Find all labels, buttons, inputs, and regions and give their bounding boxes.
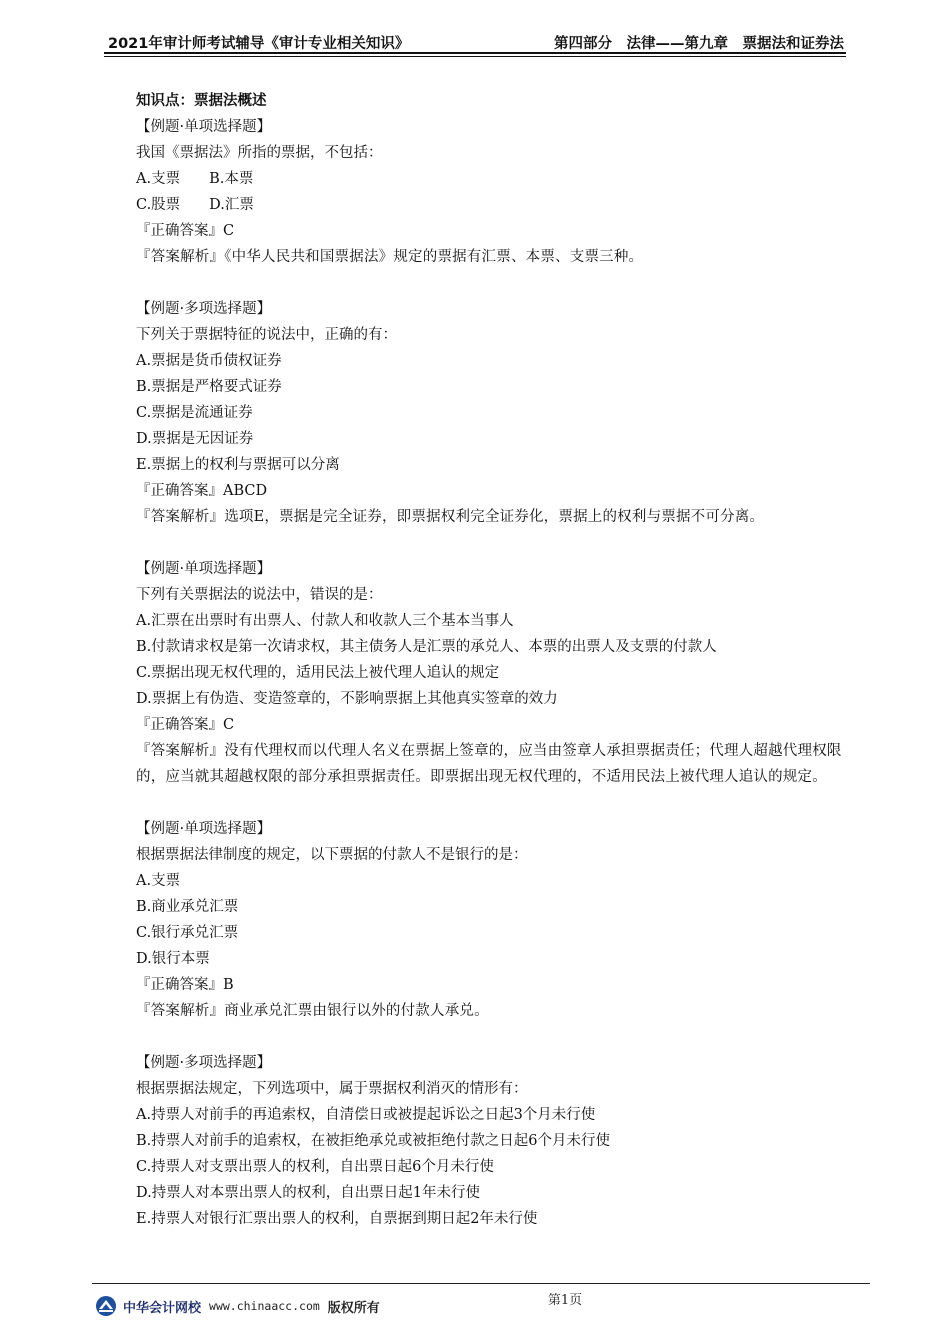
question-option: D.银行本票 — [136, 951, 210, 967]
question-5 — [136, 1050, 852, 1232]
question-stem: 下列关于票据特征的说法中，正确的有： — [136, 327, 397, 343]
question-option: B.持票人对前手的追索权，在被拒绝承兑或被拒绝付款之日起6个月未行使 — [136, 1133, 610, 1149]
question-option: D.票据是无因证券 — [136, 431, 254, 447]
correct-answer: 『正确答案』B — [136, 977, 234, 993]
header-rule-thin — [104, 56, 846, 57]
question-option: D.票据上有伪造、变造签章的，不影响票据上其他真实签章的效力 — [136, 691, 558, 707]
question-option: C.票据是流通证券 — [136, 405, 253, 421]
question-4 — [136, 816, 852, 1024]
question-type: 【例题·多项选择题】 — [136, 1055, 272, 1071]
answer-analysis: 『答案解析』《中华人民共和国票据法》规定的票据有汇票、本票、支票三种。 — [136, 249, 644, 265]
footer-brand — [95, 1294, 380, 1318]
question-option: A.支票 — [136, 873, 181, 889]
question-option: C.股票 D.汇票 — [136, 197, 254, 213]
question-option: C.持票人对支票出票人的权利，自出票日起6个月未行使 — [136, 1159, 494, 1175]
question-option: C.银行承兑汇票 — [136, 925, 239, 941]
document-body — [136, 88, 852, 1232]
footer-rule — [92, 1283, 870, 1284]
question-option: B.票据是严格要式证券 — [136, 379, 282, 395]
answer-analysis: 『答案解析』没有代理权而以代理人名义在票据上签章的，应当由签章人承担票据责任；代理人超越代理权限的，应当就其超越权限的部分承担票据责任。即票据出现无权代理的，不适用民法上被代理人追认的规定。 — [136, 743, 842, 785]
question-option: D.持票人对本票出票人的权利，自出票日起1年未行使 — [136, 1185, 480, 1201]
question-option: C.票据出现无权代理的，适用民法上被代理人追认的规定 — [136, 665, 500, 681]
page-header — [108, 28, 844, 54]
header-chapter-title: 第四部分 法律——第九章 票据法和证券法 — [554, 36, 844, 52]
question-stem: 我国《票据法》所指的票据，不包括： — [136, 145, 383, 161]
page-number: 第1页 — [547, 1293, 583, 1308]
question-type: 【例题·单项选择题】 — [136, 821, 272, 837]
question-stem: 下列有关票据法的说法中，错误的是： — [136, 587, 383, 603]
question-stem: 根据票据法规定，下列选项中，属于票据权利消灭的情形有： — [136, 1081, 528, 1097]
question-option: A.支票 B.本票 — [136, 171, 254, 187]
brand-url[interactable]: www.chinaacc.com — [209, 1299, 320, 1313]
chinaacc-logo-icon — [95, 1295, 117, 1317]
question-type: 【例题·单项选择题】 — [136, 119, 272, 135]
answer-analysis: 『答案解析』选项E，票据是完全证券，即票据权利完全证券化，票据上的权利与票据不可分离。 — [136, 509, 765, 525]
question-option: B.付款请求权是第一次请求权，其主债务人是汇票的承兑人、本票的出票人及支票的付款人 — [136, 639, 717, 655]
question-3 — [136, 556, 852, 790]
question-1 — [136, 114, 852, 270]
header-book-title: 2021年审计师考试辅导《审计专业相关知识》 — [108, 36, 410, 52]
header-rule — [104, 52, 846, 54]
question-stem: 根据票据法律制度的规定，以下票据的付款人不是银行的是： — [136, 847, 528, 863]
question-option: A.汇票在出票时有出票人、付款人和收款人三个基本当事人 — [136, 613, 514, 629]
brand-name: 中华会计网校 — [123, 1300, 202, 1316]
question-option: B.商业承兑汇票 — [136, 899, 239, 915]
question-option: E.持票人对银行汇票出票人的权利，自票据到期日起2年未行使 — [136, 1211, 538, 1227]
answer-analysis: 『答案解析』商业承兑汇票由银行以外的付款人承兑。 — [136, 1003, 489, 1019]
copyright-text: 版权所有 — [327, 1300, 380, 1316]
correct-answer: 『正确答案』ABCD — [136, 483, 268, 499]
correct-answer: 『正确答案』C — [136, 223, 235, 239]
section-title: 知识点：票据法概述 — [136, 93, 267, 109]
correct-answer: 『正确答案』C — [136, 717, 235, 733]
question-option: A.持票人对前手的再追索权，自清偿日或被提起诉讼之日起3个月未行使 — [136, 1107, 596, 1123]
question-2 — [136, 296, 852, 530]
question-option: E.票据上的权利与票据可以分离 — [136, 457, 340, 473]
question-option: A.票据是货币债权证券 — [136, 353, 282, 369]
question-type: 【例题·多项选择题】 — [136, 301, 272, 317]
question-type: 【例题·单项选择题】 — [136, 561, 272, 577]
